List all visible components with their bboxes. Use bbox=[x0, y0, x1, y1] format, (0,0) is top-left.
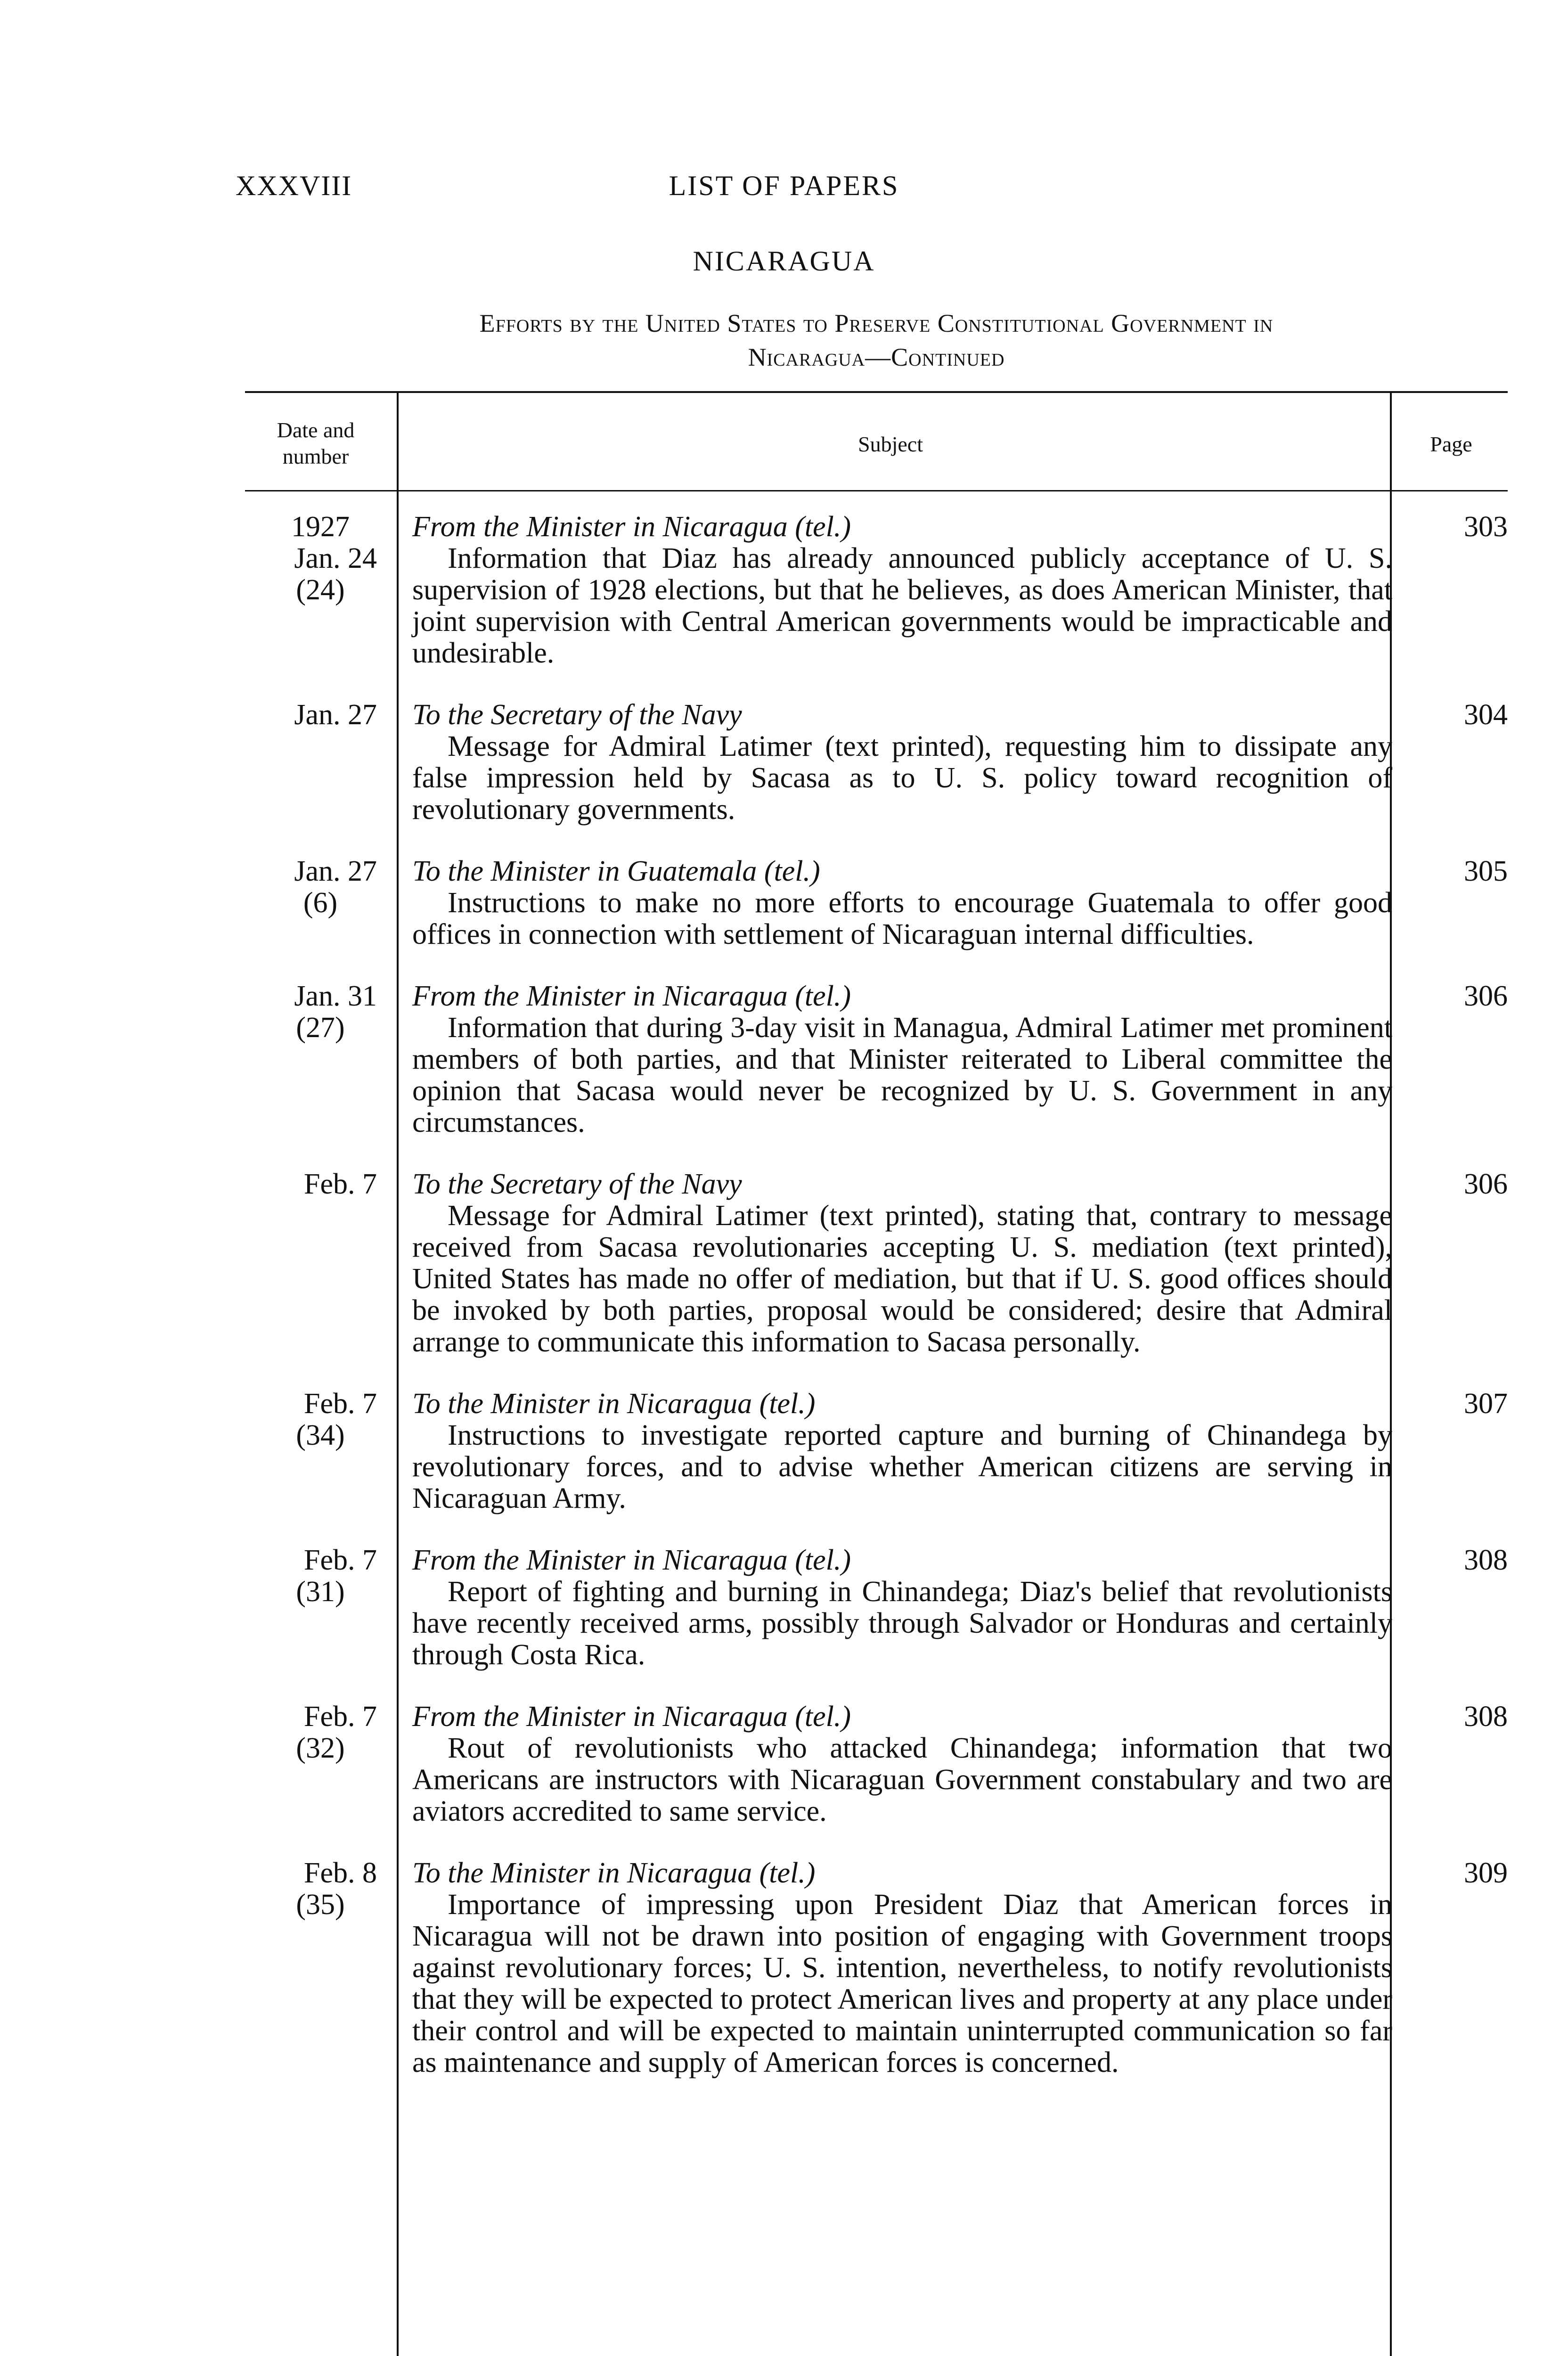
entry-date: Feb. 7 bbox=[304, 1168, 377, 1200]
date-cell bbox=[245, 511, 386, 669]
subject-cell bbox=[386, 699, 1404, 826]
subject-cell bbox=[386, 856, 1404, 950]
entry-description: Importance of impressing upon President Diaz that American forces in Nicaragua will not be drawn into position of engaging with Government troops against revolutionary forces; U. S. intention, nevertheless, to notify revolutionists that they will be expected to protect American lives and property at any place under their control and will be expected to maintain uninterrupted communication so far as maintenance and supply of American forces is concerned. bbox=[412, 1889, 1392, 2078]
entry-page: 305 bbox=[1464, 855, 1508, 887]
entry-number: (6) bbox=[303, 887, 338, 919]
column-header-page: Page bbox=[1430, 432, 1472, 456]
entry-page: 309 bbox=[1464, 1857, 1508, 1889]
entry-number: (35) bbox=[296, 1889, 345, 1921]
date-cell bbox=[245, 981, 386, 1138]
subject-cell bbox=[386, 1169, 1404, 1358]
date-cell bbox=[245, 1388, 386, 1514]
entry-date: Feb. 8 bbox=[304, 1857, 377, 1889]
table-row bbox=[245, 1701, 1508, 1827]
entry-description: Message for Admiral Latimer (text printed), requesting him to dissipate any false impression held by Sacasa as to U. S. policy toward recognition of revolutionary governments. bbox=[412, 730, 1392, 826]
subject-cell bbox=[386, 1857, 1404, 2078]
date-cell bbox=[245, 699, 386, 826]
entry-number: (27) bbox=[296, 1012, 345, 1044]
table-row bbox=[245, 699, 1508, 826]
entry-page: 308 bbox=[1464, 1701, 1508, 1733]
entry-number: (31) bbox=[296, 1576, 345, 1608]
entry-number: (32) bbox=[296, 1732, 345, 1764]
entry-from: From the Minister in Nicaragua (tel.) bbox=[412, 1701, 851, 1733]
table-row bbox=[245, 981, 1508, 1138]
entry-page: 308 bbox=[1464, 1544, 1508, 1576]
entry-page: 306 bbox=[1464, 980, 1508, 1012]
entry-date: Feb. 7 bbox=[304, 1388, 377, 1420]
country-heading: NICARAGUA bbox=[693, 245, 875, 277]
table-row bbox=[245, 1169, 1508, 1358]
entry-from: To the Minister in Nicaragua (tel.) bbox=[412, 1857, 816, 1889]
column-header-date bbox=[245, 417, 386, 470]
entry-date: Jan. 27 bbox=[294, 699, 377, 731]
subject-cell bbox=[386, 1701, 1404, 1827]
column-header-date-line-2: number bbox=[282, 444, 349, 468]
table-row bbox=[245, 856, 1508, 950]
entry-description: Instructions to make no more efforts to encourage Guatemala to offer good offices in connection with settlement of Nicaraguan internal difficulties. bbox=[412, 887, 1392, 950]
entry-description: Information that during 3-day visit in Managua, Admiral Latimer met prominent members of both parties, and that Minister reiterated to Liberal committee the opinion that Sacasa would never be recognized by U. S. Government in any circumstances. bbox=[412, 1012, 1392, 1138]
entry-date: Jan. 31 bbox=[294, 980, 377, 1012]
entry-from: To the Secretary of the Navy bbox=[412, 699, 742, 731]
table-row bbox=[245, 1388, 1508, 1514]
entry-page: 306 bbox=[1464, 1168, 1508, 1200]
table-row bbox=[245, 1545, 1508, 1671]
entry-date: Jan. 27 bbox=[294, 855, 377, 887]
entry-from: To the Minister in Guatemala (tel.) bbox=[412, 855, 820, 887]
entry-page: 304 bbox=[1464, 699, 1508, 731]
entry-from: To the Secretary of the Navy bbox=[412, 1168, 742, 1200]
running-head: LIST OF PAPERS bbox=[669, 170, 899, 201]
entry-from: From the Minister in Nicaragua (tel.) bbox=[412, 980, 851, 1012]
year-label: 1927 bbox=[291, 511, 350, 543]
entry-description: Message for Admiral Latimer (text printed), stating that, contrary to message received from Sacasa revolutionaries accepting U. S. mediation (text printed), United States has made no offer of mediation, but that if U. S. good offices should be invoked by both parties, proposal would be considered; desire that Admiral arrange to communicate this information to Sacasa personally. bbox=[412, 1200, 1392, 1358]
entry-number: (34) bbox=[296, 1419, 345, 1451]
folio-page-number: XXXVIII bbox=[236, 170, 352, 201]
entry-page: 303 bbox=[1464, 511, 1508, 543]
table-row bbox=[245, 511, 1508, 669]
entry-date: Feb. 7 bbox=[304, 1701, 377, 1733]
table-header-rule bbox=[245, 490, 1508, 491]
entry-from: From the Minister in Nicaragua (tel.) bbox=[412, 1544, 851, 1576]
subject-cell bbox=[386, 1545, 1404, 1671]
entry-number: (24) bbox=[296, 574, 345, 606]
column-header-date-line-1: Date and bbox=[277, 418, 355, 442]
entries-list bbox=[245, 511, 1508, 2109]
date-cell bbox=[245, 1857, 386, 2078]
entry-date: Jan. 24 bbox=[294, 542, 377, 574]
date-cell bbox=[245, 1545, 386, 1671]
subject-cell bbox=[386, 511, 1404, 669]
entry-description: Rout of revolutionists who attacked Chinandega; information that two Americans are instructors with Nicaraguan Government constabulary and two are aviators accredited to same service. bbox=[412, 1732, 1392, 1827]
entry-from: To the Minister in Nicaragua (tel.) bbox=[412, 1388, 816, 1420]
entry-from: From the Minister in Nicaragua (tel.) bbox=[412, 511, 851, 543]
column-header-subject: Subject bbox=[858, 432, 923, 456]
entry-description: Report of fighting and burning in Chinandega; Diaz's belief that revolutionists have recently received arms, possibly through Salvador or Honduras and certainly through Costa Rica. bbox=[412, 1576, 1392, 1671]
subject-cell bbox=[386, 1388, 1404, 1514]
date-cell bbox=[245, 1701, 386, 1827]
table-row bbox=[245, 1857, 1508, 2078]
entry-page: 307 bbox=[1464, 1388, 1508, 1420]
entry-description: Information that Diaz has already announced publicly acceptance of U. S. supervision of 1928 elections, but that he believes, as does American Minister, that joint supervision with Central American governments would be impracticable and undesirable. bbox=[412, 542, 1392, 669]
section-title-line-1: Efforts by the United States to Preserve Constitutional Government in bbox=[479, 309, 1274, 337]
section-title-line-2: Nicaragua—Continued bbox=[748, 343, 1005, 371]
date-cell bbox=[245, 1169, 386, 1358]
table-top-rule bbox=[245, 391, 1508, 393]
date-cell bbox=[245, 856, 386, 950]
section-title bbox=[245, 306, 1508, 374]
entry-date: Feb. 7 bbox=[304, 1544, 377, 1576]
entry-description: Instructions to investigate reported capture and burning of Chinandega by revolutionary forces, and to advise whether American citizens are serving in Nicaraguan Army. bbox=[412, 1419, 1392, 1514]
subject-cell bbox=[386, 981, 1404, 1138]
